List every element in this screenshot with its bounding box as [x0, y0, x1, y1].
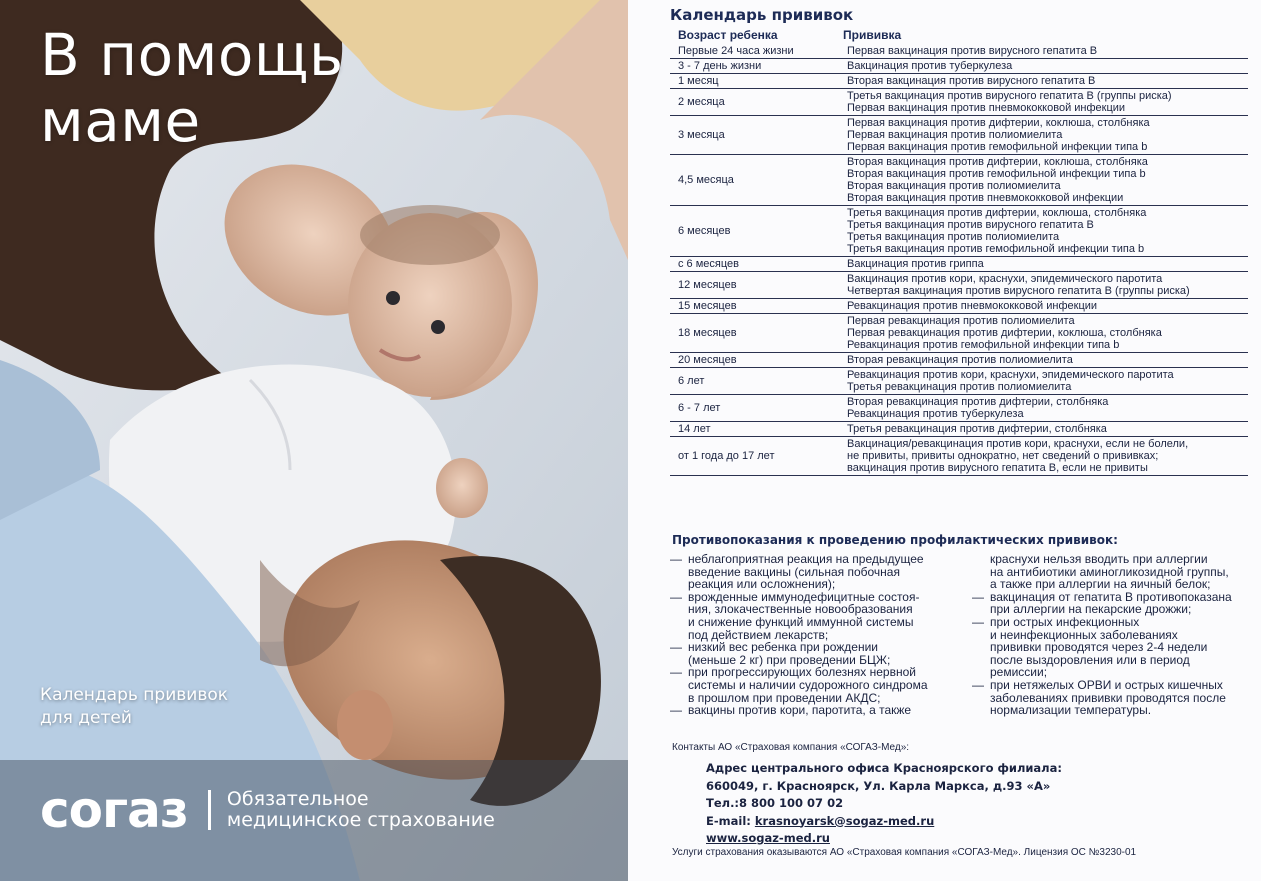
- dash-bullet: —: [670, 703, 682, 718]
- contraindication-text: и неинфекционных заболеваниях: [990, 627, 1178, 642]
- table-body: [670, 44, 1248, 476]
- office-address-block: [706, 760, 1062, 848]
- row-age: 14 лет: [678, 423, 711, 435]
- contraindications-title: Противопоказания к проведению профилактических прививок:: [672, 533, 1118, 547]
- brand-block: [40, 782, 495, 838]
- brand-divider: [208, 790, 211, 830]
- row-age: 3 - 7 день жизни: [678, 60, 762, 72]
- contraindication-text: реакция или осложнения);: [688, 577, 836, 592]
- row-age: 2 месяца: [678, 96, 725, 108]
- contraindication-line: [972, 704, 1252, 717]
- table-row: [670, 206, 1248, 257]
- vaccine-line: Третья вакцинация против вирусного гепатита В: [847, 219, 1094, 231]
- vaccine-line: Вторая ревакцинация против дифтерии, столбняка: [847, 396, 1109, 408]
- header-vaccine: Прививка: [843, 28, 902, 42]
- row-vaccines: [843, 59, 1248, 73]
- contraindication-text: и снижение функций иммунной системы: [688, 614, 914, 629]
- vaccine-line: Первая вакцинация против гемофильной инфекции типа b: [847, 141, 1148, 153]
- email-label: E-mail:: [706, 813, 751, 828]
- contraindication-line: [972, 553, 1252, 566]
- office-phone: Тел.:8 800 100 07 02: [706, 796, 844, 810]
- row-age: 6 месяцев: [678, 225, 731, 237]
- dash-bullet: [670, 566, 688, 579]
- table-row: [670, 44, 1248, 59]
- contraindication-text: ремиссии;: [990, 665, 1048, 680]
- website-link[interactable]: www.sogaz-med.ru: [706, 831, 830, 845]
- row-age: 6 - 7 лет: [678, 402, 721, 414]
- row-vaccines: [843, 299, 1248, 313]
- vaccine-line: Первая вакцинация против полиомиелита: [847, 129, 1063, 141]
- table-row: [670, 422, 1248, 437]
- dash-bullet: [972, 641, 990, 654]
- dash-bullet: [972, 566, 990, 579]
- table-row: [670, 59, 1248, 74]
- contraindication-line: [972, 616, 1252, 629]
- vaccine-line: Первая ревакцинация против дифтерии, коклюша, столбняка: [847, 327, 1162, 339]
- calendar-title: Календарь прививок: [670, 6, 854, 24]
- table-row: [670, 74, 1248, 89]
- vaccine-line: Ревакцинация против пневмококковой инфекции: [847, 300, 1098, 312]
- row-age: 18 месяцев: [678, 327, 737, 339]
- row-age: 4,5 месяца: [678, 174, 734, 186]
- contraindication-text: введение вакцины (сильная побочная: [688, 564, 900, 579]
- table-row: [670, 314, 1248, 353]
- vaccine-line: Вторая ревакцинация против полиомиелита: [847, 354, 1073, 366]
- table-row: [670, 353, 1248, 368]
- row-age: 1 месяц: [678, 75, 719, 87]
- brand-tagline: [227, 789, 495, 831]
- contraindication-line: [972, 641, 1252, 654]
- contraindication-line: [670, 553, 960, 566]
- vaccine-line: Вторая вакцинация против дифтерии, коклюша, столбняка: [847, 156, 1148, 168]
- cover-panel: [0, 0, 628, 881]
- contraindication-text: под действием лекарств;: [688, 627, 829, 642]
- table-header: [670, 28, 1248, 44]
- cover-subtitle-line2: для детей: [40, 708, 132, 728]
- contraindication-text: заболеваниях прививки проводятся после: [990, 690, 1226, 705]
- row-vaccines: [843, 395, 1248, 421]
- table-row: [670, 272, 1248, 299]
- row-age: 12 месяцев: [678, 279, 737, 291]
- brand-tagline-line2: медицинское страхование: [226, 809, 495, 831]
- contraindication-line: [972, 679, 1252, 692]
- contraindication-line: [670, 641, 960, 654]
- license-footer: Услуги страхования оказываются АО «Страховая компания «СОГАЗ-Мед». Лицензия ОС №3230-01: [672, 847, 1137, 858]
- vaccine-line: Вторая вакцинация против пневмококковой инфекции: [847, 192, 1124, 204]
- contraindication-text: после выздоровления или в период: [990, 652, 1190, 667]
- row-vaccines: [843, 116, 1248, 154]
- contraindication-text: низкий вес ребенка при рождении: [688, 640, 879, 655]
- row-age: 3 месяца: [678, 129, 725, 141]
- row-vaccines: [843, 155, 1248, 205]
- dash-bullet: [670, 616, 688, 629]
- row-vaccines: [843, 44, 1248, 58]
- cover-subtitle: [40, 684, 228, 730]
- dash-bullet: [670, 578, 688, 591]
- row-vaccines: [843, 437, 1248, 475]
- row-age: 15 месяцев: [678, 300, 737, 312]
- vaccine-line: Вторая вакцинация против гемофильной инфекции типа b: [847, 168, 1146, 180]
- vaccine-line: Вакцинация против гриппа: [847, 258, 984, 270]
- table-row: [670, 395, 1248, 422]
- vaccine-line: Четвертая вакцинация против вирусного гепатита В (группы риска): [847, 285, 1190, 297]
- vaccine-line: Вторая вакцинация против вирусного гепатита В: [847, 75, 1096, 87]
- contraindications-left-column: [670, 553, 960, 717]
- dash-bullet: —: [972, 614, 984, 629]
- table-row: [670, 368, 1248, 395]
- table-row: [670, 299, 1248, 314]
- contraindications-right-column: [972, 553, 1252, 717]
- cover-title: В помощь маме: [40, 21, 344, 155]
- contraindication-text: при аллергии на пекарские дрожжи;: [990, 602, 1192, 617]
- header-age: Возраст ребенка: [678, 28, 778, 42]
- contraindication-text: при нетяжелых ОРВИ и острых кишечных: [990, 677, 1223, 692]
- email-link[interactable]: krasnoyarsk@sogaz-med.ru: [754, 813, 935, 828]
- table-row: [670, 437, 1248, 476]
- dash-bullet: [670, 679, 688, 692]
- row-vaccines: [843, 74, 1248, 88]
- vaccine-line: Первая вакцинация против пневмококковой инфекции: [847, 102, 1126, 114]
- contraindication-text: ния, злокачественные новообразования: [688, 602, 913, 617]
- dash-bullet: —: [972, 677, 984, 692]
- vaccine-line: Вакцинация против туберкулеза: [847, 60, 1013, 72]
- contraindication-line: [670, 679, 960, 692]
- contraindication-text: краснухи нельзя вводить при аллергии: [990, 552, 1208, 566]
- table-row: [670, 89, 1248, 116]
- document-panel: [628, 0, 1261, 881]
- contraindication-text: на антибиотики аминогликозидной группы,: [990, 564, 1229, 579]
- vaccine-line: Третья ревакцинация против дифтерии, столбняка: [847, 423, 1107, 435]
- contraindication-text: системы и наличии судорожного синдрома: [688, 677, 928, 692]
- dash-bullet: [972, 629, 990, 642]
- vaccine-line: Третья вакцинация против гемофильной инфекции типа b: [847, 243, 1145, 255]
- contraindication-text: (меньше 2 кг) при проведении БЦЖ;: [688, 652, 891, 667]
- table-row: [670, 257, 1248, 272]
- vaccine-line: Ревакцинация против гемофильной инфекции типа b: [847, 339, 1120, 351]
- row-age: с 6 месяцев: [678, 258, 740, 270]
- row-vaccines: [843, 422, 1248, 436]
- vaccine-line: Третья вакцинация против вирусного гепатита В (группы риска): [847, 90, 1172, 102]
- vaccine-line: не привиты, привиты однократно, нет сведений о прививках;: [847, 450, 1159, 462]
- cover-subtitle-line1: Календарь прививок: [40, 685, 229, 705]
- vaccine-line: вакцинация против вирусного гепатита В, если не привиты: [847, 462, 1148, 474]
- dash-bullet: [670, 603, 688, 616]
- contraindication-text: в прошлом при проведении АКДС;: [688, 690, 881, 705]
- table-row: [670, 116, 1248, 155]
- contraindication-line: [670, 616, 960, 629]
- table-row: [670, 155, 1248, 206]
- row-vaccines: [843, 368, 1248, 394]
- contraindication-text: вакцины против кори, паротита, а также: [688, 703, 912, 718]
- contraindication-text: нормализации температуры.: [990, 703, 1152, 718]
- vaccine-line: Ревакцинация против туберкулеза: [847, 408, 1024, 420]
- dash-bullet: [972, 692, 990, 705]
- row-age: от 1 года до 17 лет: [678, 450, 775, 462]
- row-age: 20 месяцев: [678, 354, 737, 366]
- dash-bullet: —: [670, 552, 682, 566]
- dash-bullet: [972, 654, 990, 667]
- contraindication-text: врожденные иммунодефицитные состоя-: [688, 589, 920, 604]
- contraindication-text: прививки проводятся через 2-4 недели: [990, 640, 1208, 655]
- vaccine-line: Вакцинация/ревакцинация против кори, краснухи, если не болели,: [847, 438, 1189, 450]
- row-vaccines: [843, 257, 1248, 271]
- row-vaccines: [843, 272, 1248, 298]
- contraindication-text: вакцинация от гепатита В противопоказана: [990, 589, 1232, 604]
- office-title: Адрес центрального офиса Красноярского филиала:: [706, 761, 1062, 775]
- row-vaccines: [843, 89, 1248, 115]
- office-address: 660049, г. Красноярск, Ул. Карла Маркса, д.93 «А»: [706, 778, 1051, 793]
- contraindication-line: [670, 578, 960, 591]
- dash-bullet: [972, 553, 990, 566]
- contraindication-line: [670, 704, 960, 717]
- contraindication-text: неблагоприятная реакция на предыдущее: [688, 552, 924, 566]
- row-vaccines: [843, 353, 1248, 367]
- contraindication-text: при острых инфекционных: [990, 614, 1140, 629]
- vaccine-line: Третья ревакцинация против полиомиелита: [847, 381, 1072, 393]
- vaccine-line: Третья вакцинация против полиомиелита: [847, 231, 1060, 243]
- row-age: Первые 24 часа жизни: [678, 45, 794, 57]
- dash-bullet: —: [670, 589, 682, 604]
- vaccine-line: Первая ревакцинация против полиомиелита: [847, 315, 1075, 327]
- row-vaccines: [843, 314, 1248, 352]
- sogaz-logo: согаз: [40, 781, 188, 839]
- dash-bullet: —: [972, 589, 984, 604]
- contraindication-text: а также при аллергии на яичный белок;: [990, 577, 1211, 592]
- dash-bullet: —: [670, 640, 682, 655]
- dash-bullet: [972, 704, 990, 717]
- vaccine-line: Первая вакцинация против вирусного гепатита В: [847, 45, 1098, 57]
- contraindication-line: [972, 578, 1252, 591]
- row-vaccines: [843, 206, 1248, 256]
- vaccine-line: Первая вакцинация против дифтерии, коклюша, столбняка: [847, 117, 1150, 129]
- office-email-line: [706, 813, 1062, 831]
- vaccine-line: Вторая вакцинация против полиомиелита: [847, 180, 1061, 192]
- vaccination-table: [670, 28, 1248, 476]
- vaccine-line: Третья вакцинация против дифтерии, коклюша, столбняка: [847, 207, 1147, 219]
- contraindication-text: при прогрессирующих болезнях нервной: [688, 665, 916, 680]
- vaccine-line: Ревакцинация против кори, краснухи, эпидемического паротита: [847, 369, 1174, 381]
- brand-tagline-line1: Обязательное: [226, 788, 369, 810]
- vaccine-line: Вакцинация против кори, краснухи, эпидемического паротита: [847, 273, 1163, 285]
- contacts-label: Контакты АО «Страховая компания «СОГАЗ-Мед»:: [672, 742, 910, 753]
- dash-bullet: —: [670, 665, 682, 680]
- row-age: 6 лет: [678, 375, 705, 387]
- dash-bullet: [972, 578, 990, 591]
